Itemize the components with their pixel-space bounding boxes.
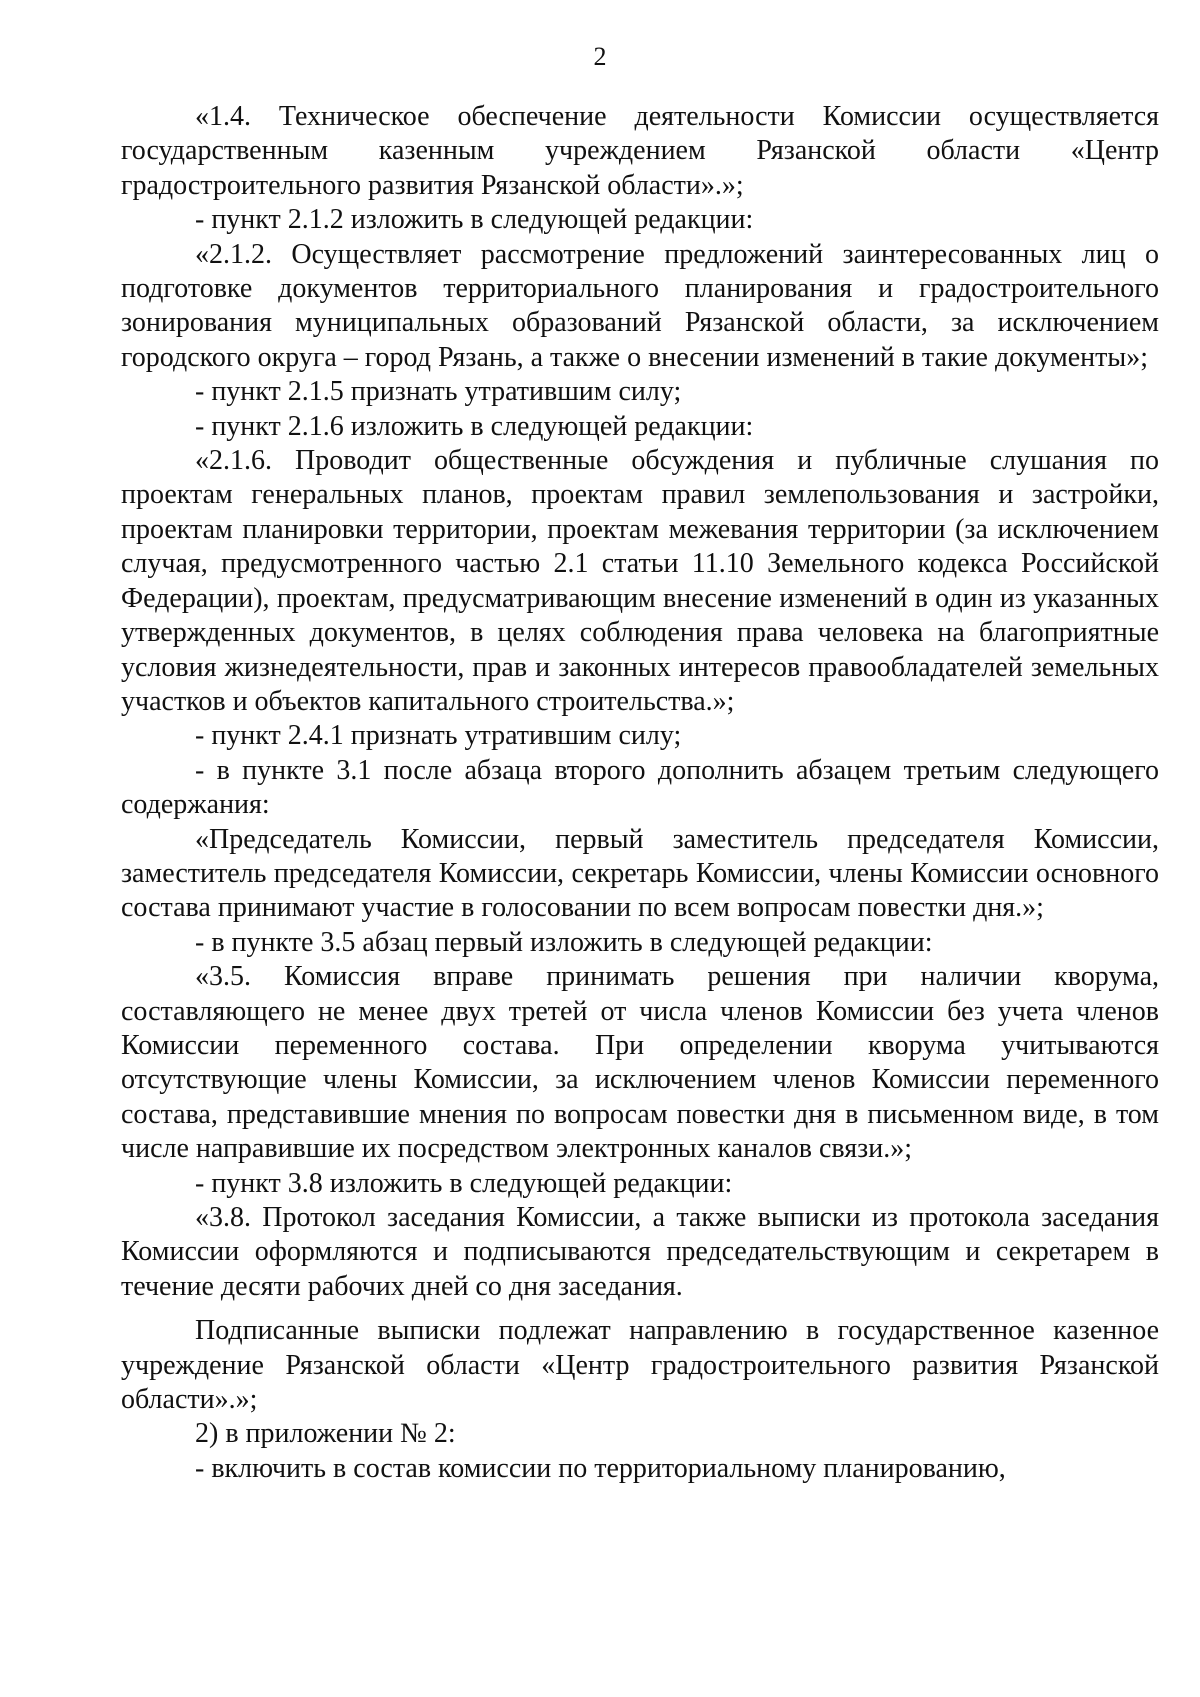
paragraph-3-5-text: «3.5. Комиссия вправе принимать решения при наличии кворума, составляющего не менее двух третей от числа членов Комиссии без учета членов Комиссии переменного состава. При определении кворума учитываются отсутствующие члены Комиссии, за исключением членов Комиссии переменного состава, представившие мнения по вопросам повестки дня в письменном виде, в том числе направившие их посредством электронных каналов связи.»; xyxy=(121,961,1159,1165)
paragraph-amend-2-1-2: - пункт 2.1.2 изложить в следующей редакции: xyxy=(195,204,754,236)
paragraph-3-8-signed-extracts: Подписанные выписки подлежат направлению в государственное казенное учреждение Рязанской области «Центр градостроительного развития Рязанской области».»; xyxy=(121,1315,1159,1416)
paragraph-3-8-text: «3.8. Протокол заседания Комиссии, а также выписки из протокола заседания Комиссии оформляются и подписываются председательствующим и секретарем в течение десяти рабочих дней со дня заседания. xyxy=(121,1202,1159,1302)
paragraph-include-in-commission: - включить в состав комиссии по территориальному планированию, xyxy=(195,1452,1006,1484)
paragraph-amend-3-5: - в пункте 3.5 абзац первый изложить в следующей редакции: xyxy=(195,926,933,958)
paragraph-2-1-2-text: «2.1.2. Осуществляет рассмотрение предложений заинтересованных лиц о подготовке документов территориального планирования и градостроительного зонирования муниципальных образований Рязанской области, за исключением городского округа – город Рязань, а также о внесении изменений в такие документы»; xyxy=(121,238,1159,373)
paragraph-amend-3-8: - пункт 3.8 изложить в следующей редакции: xyxy=(195,1167,733,1199)
paragraph-2-1-6-text: «2.1.6. Проводит общественные обсуждения и публичные слушания по проектам генеральных планов, проектам правил землепользования и застройки, проектам планировки территории, проектам межевания территории (за исключением случая, предусмотренного частью 2.1 статьи 11.10 Земельного кодекса Российской Федерации), проектам, предусматривающим внесение изменений в один из указанных утвержденных документов, в целях соблюдения права человека на благоприятные условия жизнедеятельности, прав и законных интересов правообладателей земельных участков и объектов капитального строительства.»; xyxy=(121,445,1159,717)
paragraph-2-1-5-repeal: - пункт 2.1.5 признать утратившим силу; xyxy=(195,376,682,408)
document-body xyxy=(121,100,1159,1486)
paragraph-amend-3-1: - в пункте 3.1 после абзаца второго дополнить абзацем третьим следующего содержания: xyxy=(121,754,1159,821)
paragraph-amend-2-1-6: - пункт 2.1.6 изложить в следующей редакции: xyxy=(195,410,754,442)
paragraph-appendix-2: 2) в приложении № 2: xyxy=(195,1418,456,1450)
paragraph-1-4-text: «1.4. Техническое обеспечение деятельности Комиссии осуществляется государственным казенным учреждением Рязанской области «Центр градостроительного развития Рязанской области».»; xyxy=(121,101,1159,201)
paragraph-2-4-1-repeal: - пункт 2.4.1 признать утратившим силу; xyxy=(195,720,682,752)
page-number: 2 xyxy=(593,42,607,71)
paragraph-3-1-text: «Председатель Комиссии, первый заместитель председателя Комиссии, заместитель председателя Комиссии, секретарь Комиссии, члены Комиссии основного состава принимают участие в голосовании по всем вопросам повестки дня.»; xyxy=(121,823,1159,924)
